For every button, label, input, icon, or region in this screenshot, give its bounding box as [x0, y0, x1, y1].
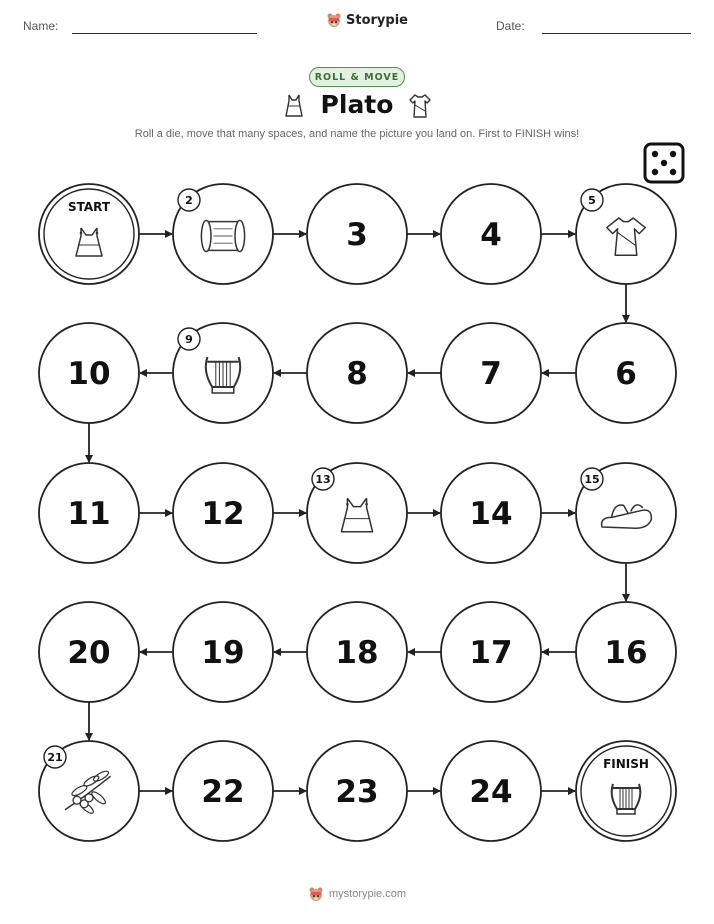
page-title: Plato [320, 90, 394, 119]
date-label: Date: [496, 19, 525, 33]
space-number: 8 [346, 356, 368, 392]
board-space [441, 463, 541, 563]
board-space [173, 741, 273, 841]
footer-site: mystorypie.com [329, 888, 407, 900]
space-number: 14 [469, 496, 513, 532]
game-type-badge: ROLL & MOVE [309, 67, 405, 87]
board-space [307, 323, 407, 423]
board-space [39, 323, 139, 423]
space-number-badge: 15 [584, 473, 600, 486]
board-space [441, 602, 541, 702]
board-space [576, 323, 676, 423]
board-space [576, 184, 676, 284]
board-space [307, 602, 407, 702]
board-space [441, 323, 541, 423]
board-space [307, 741, 407, 841]
board-space [39, 463, 139, 563]
space-number-badge: 13 [315, 473, 331, 486]
name-label: Name: [23, 19, 59, 33]
space-number-badge: 5 [588, 194, 596, 207]
space-number: 19 [201, 635, 245, 671]
board-space [576, 463, 676, 563]
space-number-badge: 21 [47, 751, 63, 764]
finish-space [576, 741, 676, 841]
space-number: 3 [346, 217, 368, 253]
board-space [39, 602, 139, 702]
instructions: Roll a die, move that many spaces, and name the picture you land on. First to FINISH wins! [134, 128, 580, 140]
space-number-badge: 9 [185, 333, 193, 346]
space-number: 17 [469, 635, 513, 671]
space-number: 11 [67, 496, 111, 532]
board-space [307, 463, 407, 563]
board-space [173, 184, 273, 284]
space-number: 7 [480, 356, 502, 392]
board-space [441, 741, 541, 841]
space-number-badge: 2 [185, 194, 193, 207]
space-number: 4 [480, 217, 502, 253]
space-number: 10 [67, 356, 111, 392]
brand-name: Storypie [346, 12, 408, 28]
space-number: 12 [201, 496, 245, 532]
start-label: START [67, 200, 111, 214]
space-number: 20 [67, 635, 111, 671]
bear-mascot-icon [308, 886, 324, 902]
footer [308, 886, 406, 902]
space-number: 18 [335, 635, 379, 671]
finish-label: FINISH [603, 757, 649, 771]
space-number: 24 [469, 774, 513, 810]
board-space [39, 741, 139, 841]
board-space [576, 602, 676, 702]
board-space [173, 602, 273, 702]
space-number: 23 [335, 774, 379, 810]
board-space [307, 184, 407, 284]
space-number: 16 [604, 635, 648, 671]
start-space [39, 184, 139, 284]
space-number: 6 [615, 356, 637, 392]
space-number: 22 [201, 774, 245, 810]
board-space [173, 323, 273, 423]
board-space [441, 184, 541, 284]
board-space [173, 463, 273, 563]
